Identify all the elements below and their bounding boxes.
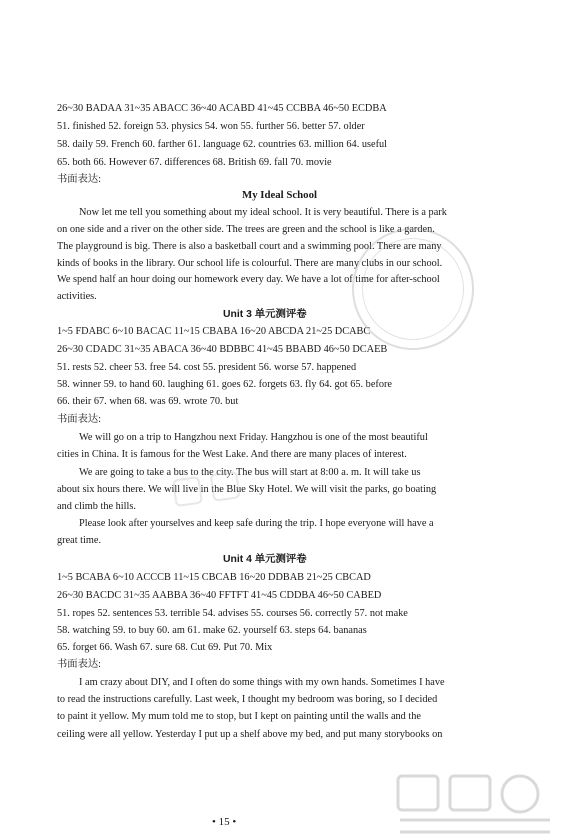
answer-line: 51. finished 52. foreign 53. physics 54. won 55. further 56. better 57. older bbox=[57, 121, 365, 132]
answer-line: 51. ropes 52. sentences 53. terrible 54. advises 55. courses 56. correctly 57. not make bbox=[57, 608, 408, 619]
answer-line: 58. daily 59. French 60. farther 61. language 62. countries 63. million 64. useful bbox=[57, 139, 388, 150]
writing-label: 书面表达: bbox=[57, 414, 102, 425]
essay-line: We spend half an hour doing our homework every day. We have a lot of time for after-school bbox=[57, 274, 440, 285]
answer-line: 1~5 FDABC 6~10 BACAC 11~15 CBABA 16~20 ABCDA 21~25 DCABC bbox=[57, 326, 371, 337]
essay-line: ceiling were all yellow. Yesterday I put up a shelf above my bed, and put many storybooks on bbox=[57, 729, 443, 740]
essay-line: and climb the hills. bbox=[57, 501, 136, 512]
essay-line: on one side and a river on the other side. The trees are green and the school is like a garden. bbox=[57, 224, 435, 235]
answer-line: 26~30 CDADC 31~35 ABACA 36~40 BDBBC 41~45 BBABD 46~50 DCAEB bbox=[57, 344, 388, 355]
essay-line: about six hours there. We will live in the Blue Sky Hotel. We will visit the parks, go boating bbox=[57, 484, 437, 495]
essay-line: We will go on a trip to Hangzhou next Friday. Hangzhou is one of the most beautiful bbox=[79, 432, 428, 443]
essay-line: kinds of books in the library. Our school life is colourful. There are many clubs in our school. bbox=[57, 258, 443, 269]
answer-line: 58. winner 59. to hand 60. laughing 61. goes 62. forgets 63. fly 64. got 65. before bbox=[57, 379, 392, 390]
answer-line: 58. watching 59. to buy 60. am 61. make 62. yourself 63. steps 64. bananas bbox=[57, 625, 367, 636]
answer-line: 26~30 BADAA 31~35 ABACC 36~40 ACABD 41~45 CCBBA 46~50 ECDBA bbox=[57, 103, 387, 114]
essay-line: to paint it yellow. My mum told me to stop, but I kept on painting until the walls and the bbox=[57, 711, 421, 722]
essay-line: activities. bbox=[57, 291, 97, 302]
writing-label: 书面表达: bbox=[57, 174, 102, 185]
unit3-title: Unit 3 单元测评卷 bbox=[223, 309, 307, 320]
essay-line: to read the instructions carefully. Last week, I thought my bedroom was boring, so I decided bbox=[57, 694, 438, 705]
answer-line: 1~5 BCABA 6~10 ACCCB 11~15 CBCAB 16~20 DDBAB 21~25 CBCAD bbox=[57, 572, 371, 583]
essay-line: I am crazy about DIY, and I often do some things with my own hands. Sometimes I have bbox=[79, 677, 445, 688]
logo-watermark bbox=[380, 770, 566, 840]
essay-line: We are going to take a bus to the city. The bus will start at 8:00 a. m. It will take us bbox=[79, 467, 421, 478]
text-watermark: ▢▢ bbox=[167, 460, 249, 513]
page-number: • 15 • bbox=[212, 816, 237, 828]
essay-line: The playground is big. There is also a basketball court and a swimming pool. There are many bbox=[57, 241, 442, 252]
answer-line: 66. their 67. when 68. was 69. wrote 70. but bbox=[57, 396, 239, 407]
essay-title: My Ideal School bbox=[242, 189, 317, 201]
writing-label: 书面表达: bbox=[57, 659, 102, 670]
answer-line: 51. rests 52. cheer 53. free 54. cost 55. president 56. worse 57. happened bbox=[57, 362, 357, 373]
answer-line: 26~30 BACDC 31~35 AABBA 36~40 FFTFT 41~45 CDDBA 46~50 CABED bbox=[57, 590, 382, 601]
essay-line: great time. bbox=[57, 535, 102, 546]
essay-line: Now let me tell you something about my ideal school. It is very beautiful. There is a park bbox=[79, 207, 447, 218]
essay-line: Please look after yourselves and keep safe during the trip. I hope everyone will have a bbox=[79, 518, 434, 529]
essay-line: cities in China. It is famous for the West Lake. And there are many places of interest. bbox=[57, 449, 407, 460]
unit4-title: Unit 4 单元测评卷 bbox=[223, 554, 307, 565]
answer-line: 65. forget 66. Wash 67. sure 68. Cut 69. Put 70. Mix bbox=[57, 642, 273, 653]
answer-line: 65. both 66. However 67. differences 68. British 69. fall 70. movie bbox=[57, 157, 332, 168]
